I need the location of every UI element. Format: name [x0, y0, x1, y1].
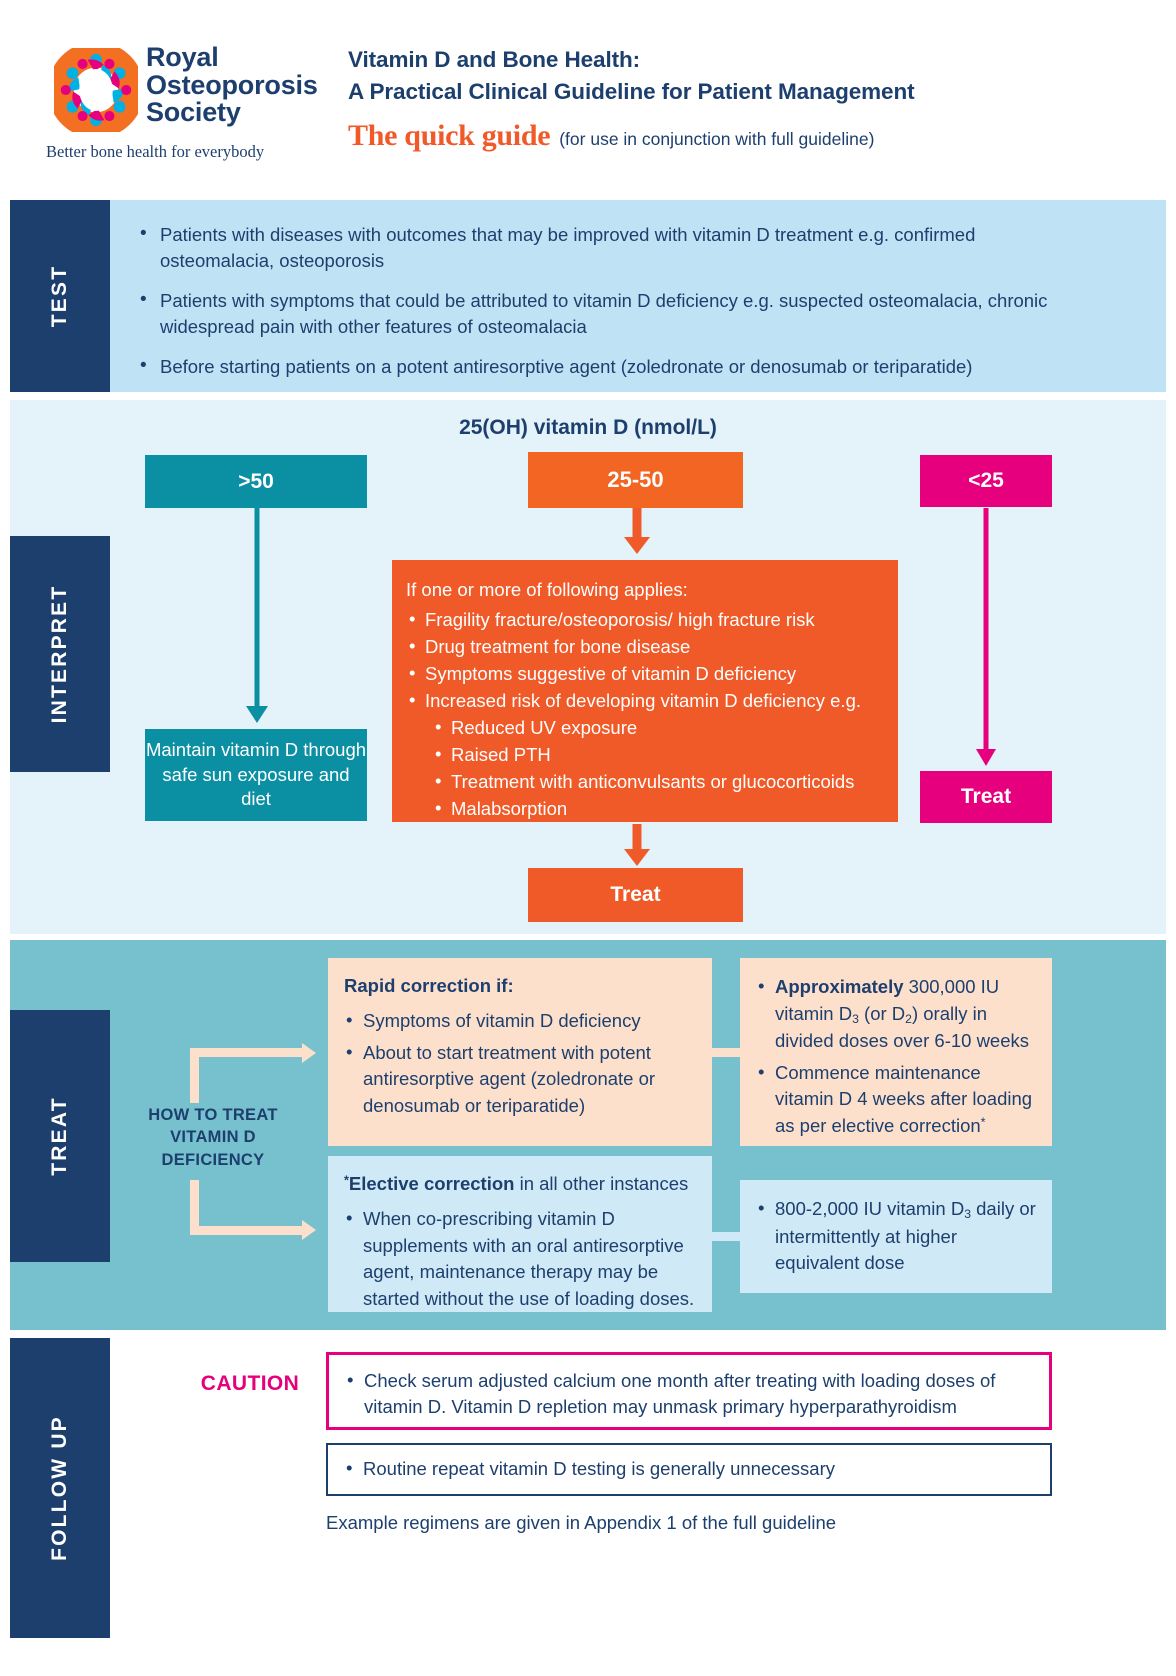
elective-correction-box — [328, 1156, 712, 1312]
list-item: • Reduced UV exposure — [432, 714, 882, 741]
sidebar-label-interpret — [10, 536, 110, 772]
how-to-line-1: HOW TO TREAT — [148, 1106, 278, 1124]
page-header — [0, 0, 1176, 190]
connector-elective — [712, 1232, 742, 1241]
list-item: • Symptoms suggestive of vitamin D deficiency — [406, 660, 882, 687]
routine-testing-box — [326, 1443, 1052, 1496]
scale-title: 25(OH) vitamin D (nmol/L) — [459, 416, 717, 439]
how-to-line-2: VITAMIN D — [170, 1128, 256, 1147]
how-to-line-3: DEFICIENCY — [161, 1150, 265, 1169]
rapid-dose-bold: Approximately — [775, 976, 904, 997]
caution-box — [326, 1352, 1052, 1430]
list-item: • Fragility fracture/osteoporosis/ high fracture risk — [406, 606, 882, 633]
rapid-dose-sub2: 2 — [905, 1011, 912, 1026]
rapid-dose-rest: 300,000 IU vitamin D — [775, 976, 1000, 1024]
rapid-dose-sub1: 3 — [852, 1011, 859, 1026]
list-item: • Routine repeat vitamin D testing is generally unnecessary — [344, 1456, 835, 1482]
sidebar-label-test — [10, 200, 110, 392]
logo-wordmark — [146, 44, 318, 127]
list-item — [756, 1060, 1036, 1140]
ros-ring-logo-icon — [54, 48, 138, 132]
list-item: • Check serum adjusted calcium one month after treating with loading doses of vitamin D. Vitamin D repletion may unmask primary hyperparathyroidism — [345, 1368, 1033, 1421]
maintain-vitamin-d-box — [145, 729, 367, 821]
elective-dose-list — [756, 1196, 1036, 1277]
rapid-dose-end: ) orally in divided doses over 6-10 weeks — [775, 1002, 1030, 1052]
elbow-arrow-elective-icon — [190, 1180, 320, 1235]
interpret-criteria-panel — [392, 560, 898, 822]
elective-heading-rest: in all other instances — [514, 1173, 689, 1194]
treat-box-mid: Treat — [528, 868, 743, 922]
arrow-down-teal-icon — [245, 508, 269, 723]
list-item: • Raised PTH — [432, 741, 882, 768]
title-line-2: A Practical Clinical Guideline for Patient Management — [348, 78, 915, 104]
rapid-list — [344, 1008, 696, 1120]
list-item: • Before starting patients on a potent antiresorptive agent (zoledronate or denosumab or teriparatide) — [140, 354, 1070, 380]
list-item — [756, 974, 1036, 1055]
rapid-maintenance-asterisk: * — [980, 1115, 986, 1130]
test-criteria-list — [140, 222, 1070, 380]
list-item: • Treatment with anticonvulsants or glucocorticoids — [432, 768, 882, 795]
rapid-dose-mid: (or D — [858, 1002, 906, 1024]
arrow-down-orange-top-icon — [624, 508, 650, 554]
list-item: • Symptoms of vitamin D deficiency — [344, 1008, 696, 1035]
logo-line-1: Royal — [146, 42, 219, 72]
organisation-logo — [46, 42, 318, 166]
band-box-high: >50 — [145, 455, 367, 508]
list-item: • About to start treatment with potent antiresorptive agent (zoledronate or denosumab or teriparatide) — [344, 1040, 696, 1120]
logo-tagline: Better bone health for everybody — [46, 142, 265, 161]
treat-label-text: TREAT — [48, 1096, 71, 1176]
band-box-low: <25 — [920, 455, 1052, 507]
maintain-text: Maintain vitamin D through safe sun exposure and diet — [145, 738, 367, 810]
title-line-1: Vitamin D and Bone Health: — [348, 47, 641, 72]
criteria-sublist — [432, 714, 882, 822]
arrow-down-magenta-icon — [975, 508, 997, 766]
list-item: • Malabsorption — [432, 795, 882, 822]
elective-dose-box — [740, 1180, 1052, 1293]
list-item: • Drug treatment for bone disease — [406, 633, 882, 660]
band-box-mid: 25-50 — [528, 452, 743, 508]
follow-up-label-text: FOLLOW UP — [48, 1415, 71, 1561]
elective-dose-sub: 3 — [964, 1207, 971, 1222]
list-item: • Patients with diseases with outcomes that may be improved with vitamin D treatment e.g. confirmed osteomalacia, osteoporosis — [140, 222, 1070, 273]
logo-line-2: Osteoporosis — [146, 69, 318, 100]
logo-line-3: Society — [146, 97, 241, 128]
quick-guide-row — [348, 119, 1148, 153]
test-label-text: TEST — [48, 264, 71, 328]
quick-guide-heading: The quick guide — [348, 118, 551, 152]
quick-guide-note: (for use in conjunction with full guideline) — [559, 128, 875, 149]
list-item — [756, 1196, 1036, 1277]
elective-asterisk: * — [344, 1173, 349, 1188]
elective-dose-rest: daily or intermittently at higher equivalent dose — [775, 1198, 1036, 1274]
sidebar-label-treat — [10, 1010, 110, 1262]
list-item: • Increased risk of developing vitamin D deficiency e.g. — [406, 687, 882, 714]
interpret-label-text: INTERPRET — [48, 584, 71, 724]
elbow-arrow-rapid-icon — [190, 1048, 320, 1103]
rapid-maintenance-text: Commence maintenance vitamin D 4 weeks after loading as per elective correction — [775, 1061, 1033, 1137]
rapid-dose-box — [740, 958, 1052, 1146]
criteria-list — [406, 606, 882, 714]
elective-heading-bold: Elective correction — [348, 1173, 515, 1194]
criteria-heading: If one or more of following applies: — [406, 579, 688, 600]
arrow-down-orange-bottom-icon — [624, 824, 650, 866]
sidebar-label-follow-up — [10, 1338, 110, 1638]
appendix-note: Example regimens are given in Appendix 1 of the full guideline — [326, 1512, 837, 1533]
elective-dose-text: 800-2,000 IU vitamin D — [775, 1198, 965, 1219]
rapid-correction-box — [328, 958, 712, 1146]
caution-label: CAUTION — [200, 1372, 300, 1395]
list-item: • When co-prescribing vitamin D supplements with an oral antiresorptive agent, maintenance therapy may be started without the use of loading doses. — [344, 1206, 696, 1313]
connector-rapid — [712, 1048, 742, 1057]
elective-heading — [344, 1172, 696, 1197]
rapid-dose-list — [756, 974, 1036, 1140]
elective-list — [344, 1206, 696, 1313]
rapid-heading: Rapid correction if: — [344, 975, 514, 996]
list-item: • Patients with symptoms that could be attributed to vitamin D deficiency e.g. suspected osteomalacia, chronic widespread pain with other features of osteomalacia — [140, 288, 1070, 339]
page-title — [348, 44, 1148, 153]
how-to-treat-label — [118, 1104, 308, 1171]
treat-box-low: Treat — [920, 771, 1052, 823]
